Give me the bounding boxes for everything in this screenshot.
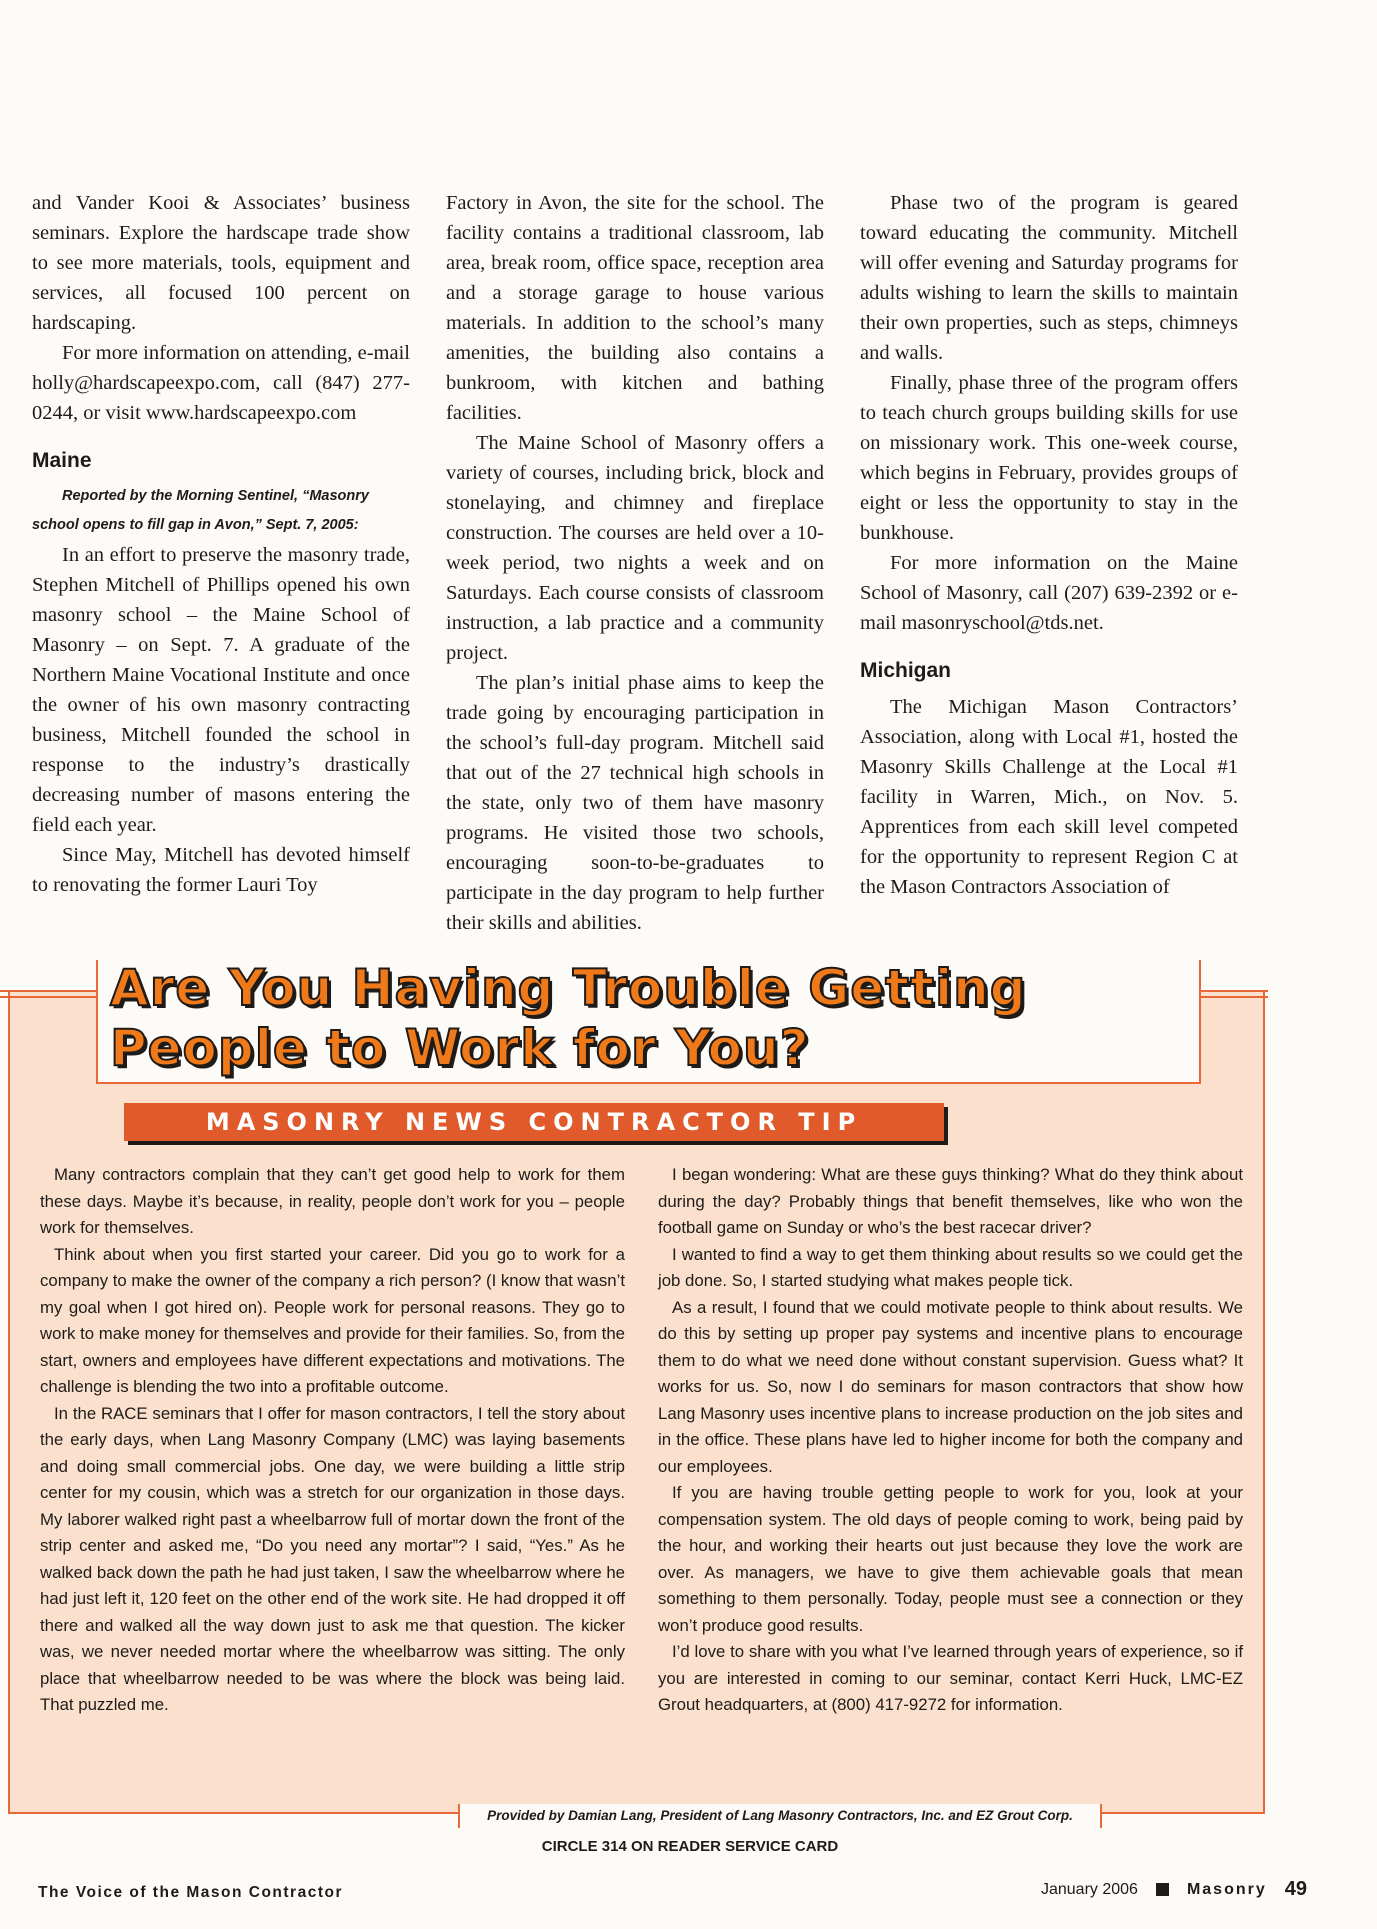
paragraph: I’d love to share with you what I’ve learned through years of experience, so if you are interested in coming to our seminar, contact Kerri Huck, LMC-EZ Grout headquarters, at (800) 417-9272 for information.: [658, 1642, 1243, 1714]
paragraph: In an effort to preserve the masonry trade, Stephen Mitchell of Phillips opened his own masonry school – the Maine School of Masonry – on Sept. 7. A graduate of the Northern Maine Vocational Institute and once the owner of his own masonry contracting business, Mitchell founded the school in response to the industry’s drastically decreasing number of masons entering the field each year.: [32, 544, 410, 836]
paragraph: For more information on attending, e-mail holly@hardscapeexpo.com, call (847) 277-0244, or visit www.hardscapeexpo.com: [32, 342, 410, 424]
square-bullet-icon: [1156, 1883, 1169, 1896]
issue-date: January 2006: [1040, 1880, 1138, 1898]
sidebar-column-right: [658, 1162, 1243, 1719]
footer-tagline: The Voice of the Mason Contractor: [38, 1884, 343, 1901]
page-number: 49: [1284, 1878, 1307, 1900]
paragraph: The plan’s initial phase aims to keep the trade going by encouraging participation in the school’s full-day program. Mitchell said that out of the 27 technical high schools in the state, only two of them have masonry programs. He visited those two schools, encouraging soon-to-be-graduates to participate in the day program to help further their skills and abilities.: [446, 672, 824, 934]
provided-by-credit: Provided by Damian Lang, President of Lang Masonry Contractors, Inc. and EZ Grout Corp.: [458, 1804, 1102, 1828]
paragraph: In the RACE seminars that I offer for mason contractors, I tell the story about the early days, when Lang Masonry Company (LMC) was laying basements and doing small commercial jobs. One day, we were building a little strip center for my cousin, which was a stretch for our organization in those days. My laborer walked right past a wheelbarrow full of mortar down the front of the strip center and asked me, “Do you need any mortar”? I said, “Yes.” As he walked back down the path he had just taken, I saw the wheelbarrow where he had just left it, 120 feet on the other end of the work site. He had dropped it off there and walked all the way down just to ask me that question. The kicker was, we never needed mortar where the wheelbarrow was sitting. The only place that wheelbarrow needed to be was where the block was being laid. That puzzled me.: [40, 1403, 625, 1714]
section-heading-michigan: Michigan: [860, 659, 952, 682]
paragraph: The Maine School of Masonry offers a variety of courses, including brick, block and stonelaying, and chimney and fireplace construction. The courses are held over a 10-week period, two nights a week and on Saturdays. Each course consists of classroom instruction, a lab practice and a community project.: [446, 432, 824, 664]
paragraph: I wanted to find a way to get them thinking about results so we could get the job done. So, I started studying what makes people tick.: [658, 1244, 1243, 1290]
paragraph: Many contractors complain that they can’t get good help to work for them these days. Maybe it’s because, in reality, people don’t work for you – people work for themselves.: [40, 1165, 625, 1237]
paragraph: As a result, I found that we could motivate people to think about results. We do this by setting up proper pay systems and incentive plans to encourage them to do what we need done without constant supervision. Guess what? It works for us. So, now I do seminars for mason contractors that show how Lang Masonry uses incentive plans to increase production on the job sites and in the office. These plans have led to higher income for both the company and our employees.: [658, 1297, 1243, 1476]
paragraph: I began wondering: What are these guys thinking? What do they think about during the day? Probably things that benefit themselves, like who won the football game on Sunday or who’s the best racecar driver?: [658, 1165, 1243, 1237]
paragraph: For more information on the Maine School of Masonry, call (207) 639-2392 or e-mail masonryschool@tds.net.: [860, 552, 1238, 634]
column-3: [860, 188, 1238, 902]
magazine-name: Masonry: [1186, 1880, 1267, 1898]
column-1: [32, 188, 410, 900]
section-heading-maine: Maine: [32, 449, 92, 472]
contractor-tip-banner: MASONRY NEWS CONTRACTOR TIP: [124, 1103, 944, 1141]
footer-info: [1041, 1878, 1307, 1901]
paragraph: Factory in Avon, the site for the school. The facility contains a traditional classroom, lab area, break room, office space, reception area and a storage garage to house various materials. In addition to the school’s many amenities, the building also contains a bunkroom, with kitchen and bathing facilities.: [446, 192, 824, 424]
paragraph: The Michigan Mason Contractors’ Association, along with Local #1, hosted the Masonry Skills Challenge at the Local #1 facility in Warren, Mich., on Nov. 5. Apprentices from each skill level competed for the opportunity to represent Region C at the Mason Contractors Association of: [860, 696, 1238, 898]
paragraph: Since May, Mitchell has devoted himself to renovating the former Lauri Toy: [32, 844, 410, 896]
headline-line-1: Are You Having Trouble Getting: [110, 959, 1027, 1017]
paragraph: Finally, phase three of the program offers to teach church groups building skills for use on missionary work. This one-week course, which begins in February, provides groups of eight or less the opportunity to stay in the bunkhouse.: [860, 372, 1238, 544]
sidebar-column-left: [40, 1162, 625, 1719]
paragraph: Phase two of the program is geared toward educating the community. Mitchell will offer evening and Saturday programs for adults wishing to learn the skills to maintain their own properties, such as steps, chimneys and walls.: [860, 192, 1238, 364]
byline: Reported by the Morning Sentinel, “Masonry school opens to fill gap in Avon,” Sept. 7, 2005:: [32, 488, 369, 533]
sidebar-headline: [110, 958, 1200, 1078]
headline-line-2: People to Work for You?: [110, 1019, 810, 1077]
reader-service-note: CIRCLE 314 ON READER SERVICE CARD: [541, 1838, 839, 1855]
column-2: [446, 188, 824, 938]
paragraph: If you are having trouble getting people to work for you, look at your compensation system. The old days of people coming to work, being paid by the hour, and working their hearts out just because they love the work are over. As managers, we have to give them achievable goals that mean something to them personally. Today, people must see a connection or they won’t produce good results.: [658, 1483, 1243, 1635]
paragraph: Think about when you first started your career. Did you go to work for a company to make the owner of the company a rich person? (I know that wasn’t my goal when I got hired on). People work for personal reasons. They go to work to make money for themselves and provide for their families. So, from the start, owners and employees have different expectations and motivations. The challenge is blending the two into a profitable outcome.: [40, 1244, 625, 1396]
paragraph: and Vander Kooi & Associates’ business seminars. Explore the hardscape trade show to see more materials, tools, equipment and services, all focused 100 percent on hardscaping.: [32, 192, 410, 334]
